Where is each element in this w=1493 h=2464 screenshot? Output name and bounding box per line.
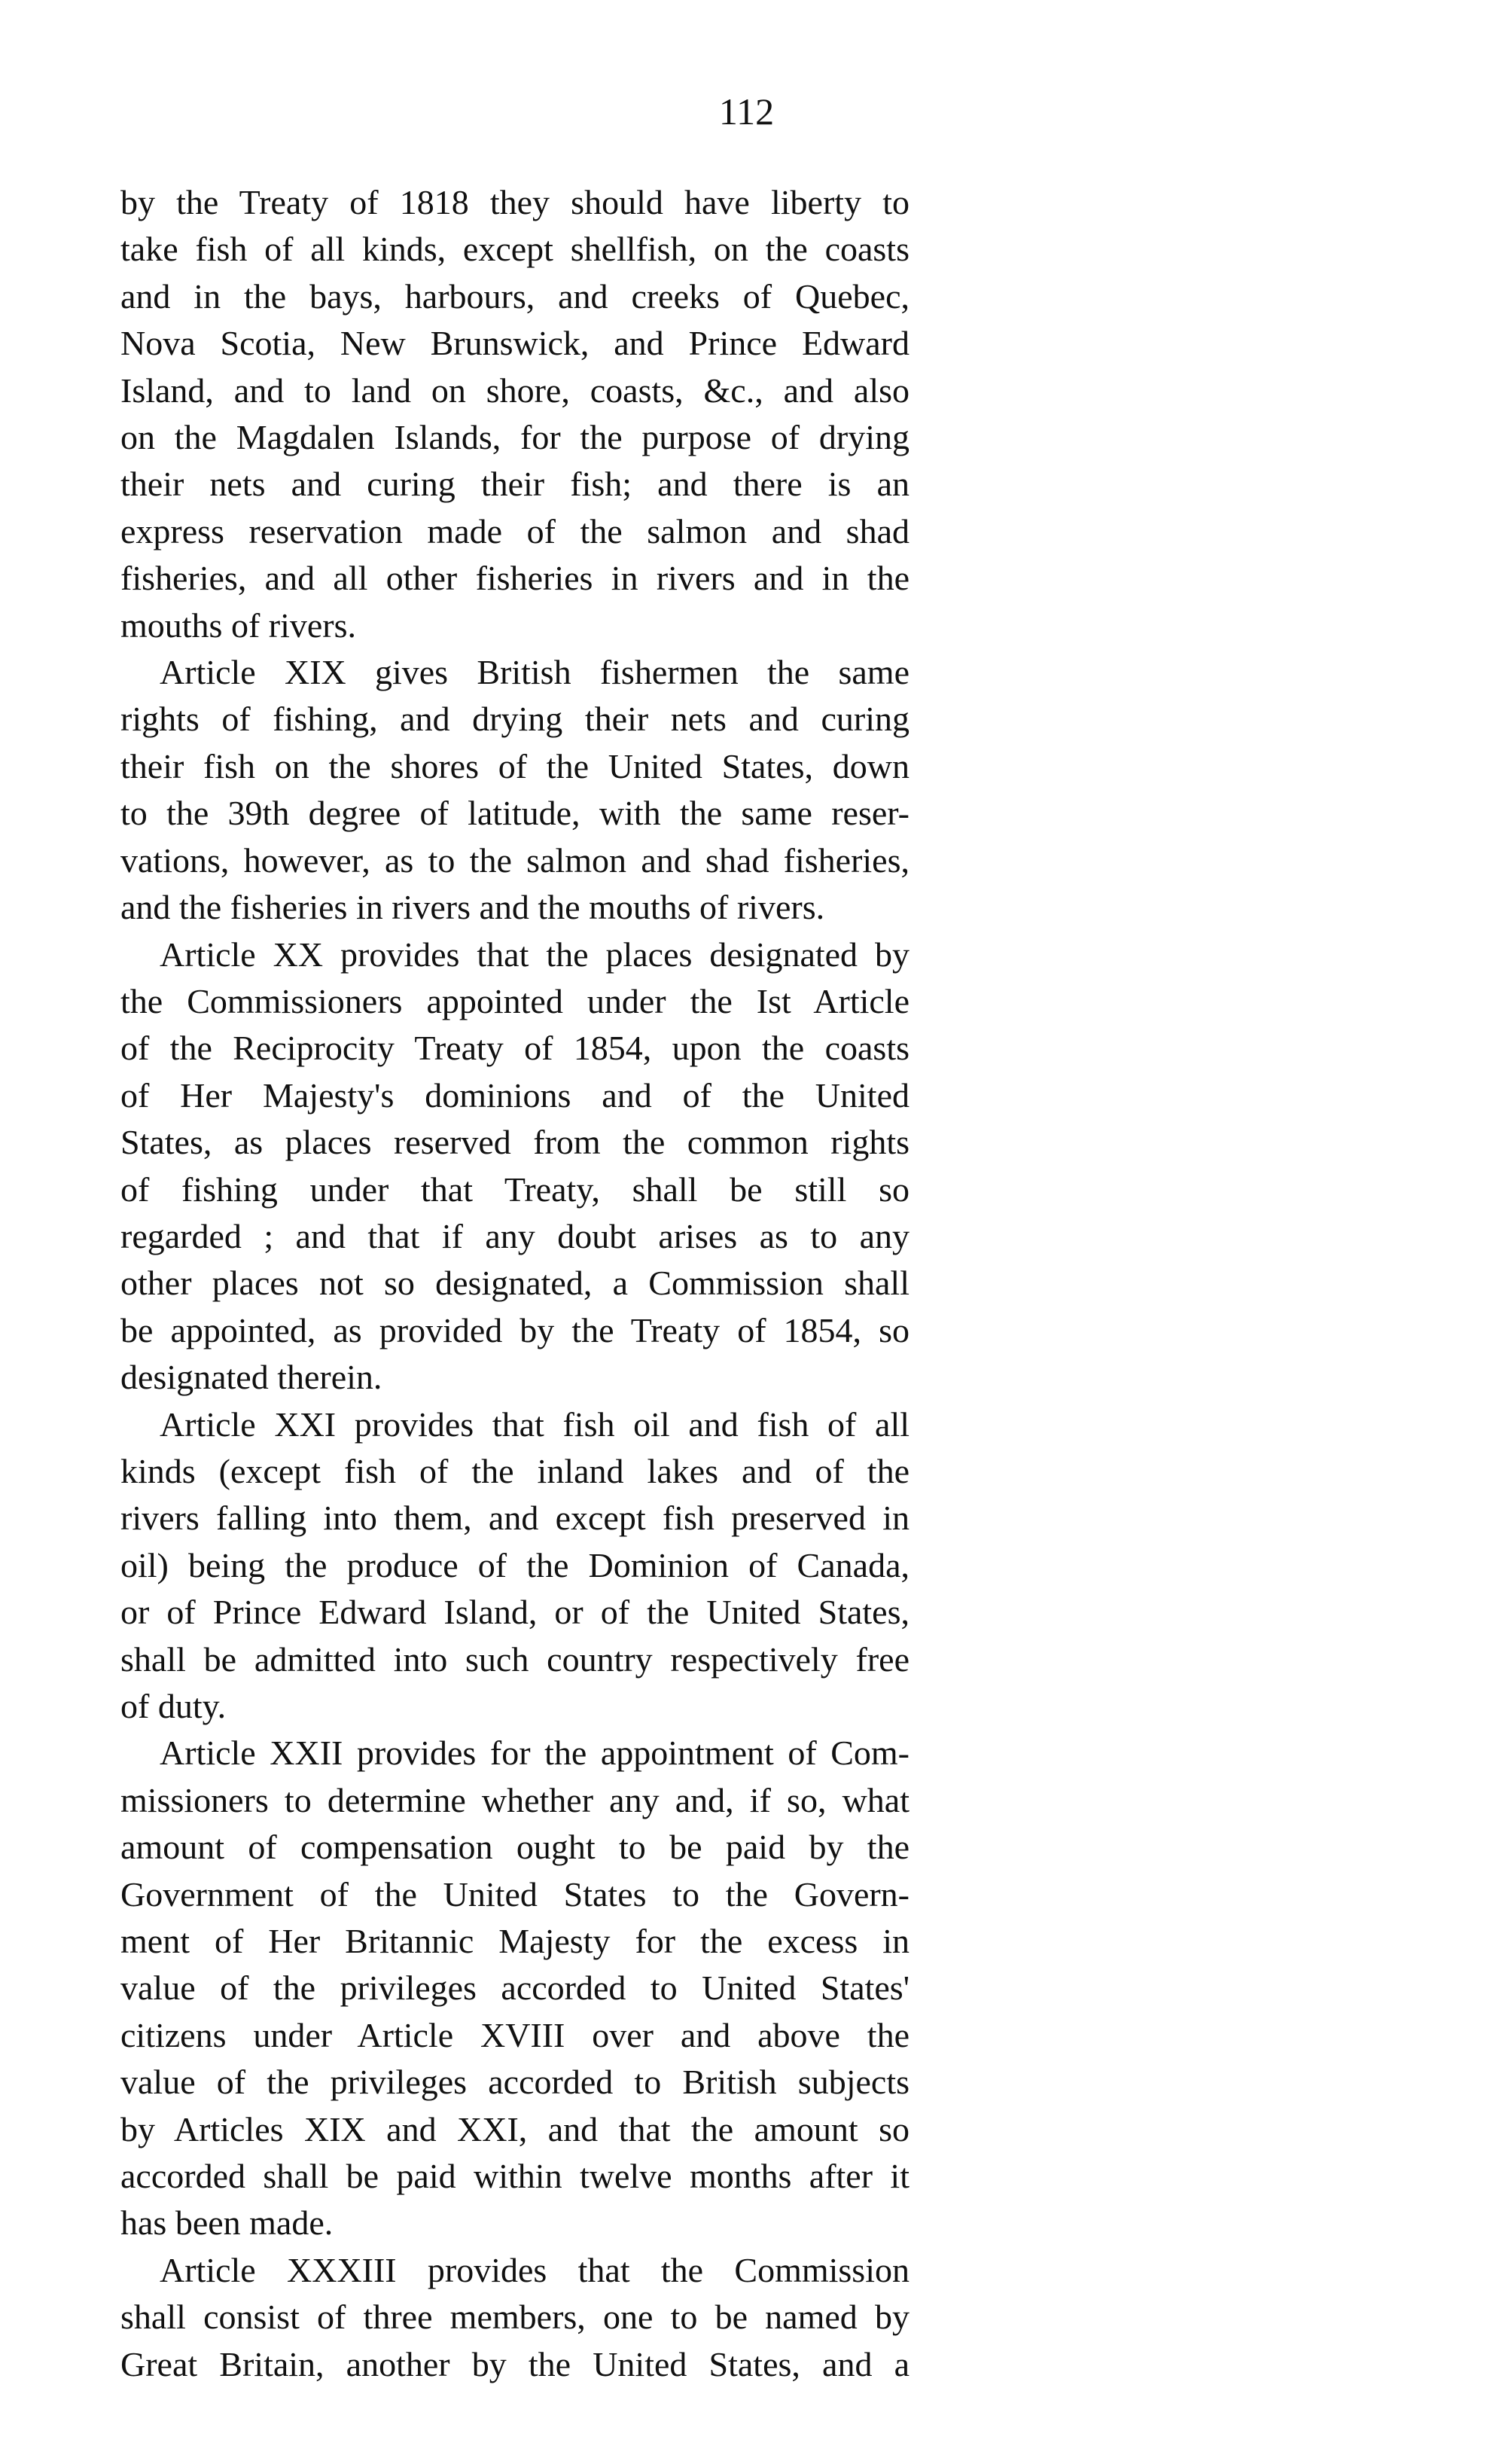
- text-line: of the Reciprocity Treaty of 1854, upon the coasts: [120, 1029, 910, 1068]
- text-line: value of the privileges accorded to British subjects: [120, 2063, 910, 2102]
- text-line: take fish of all kinds, except shellfish, on the coasts: [120, 230, 910, 269]
- text-line: their nets and curing their fish; and there is an: [120, 465, 910, 504]
- paragraph-article-xix: [120, 649, 910, 931]
- text-line: by Articles XIX and XXI, and that the amount so: [120, 2109, 910, 2148]
- text-line: shall be admitted into such country respectively free: [120, 1639, 910, 1679]
- paragraph-continued-treaty-1818: [120, 179, 910, 649]
- text-line: designated therein.: [120, 1358, 382, 1397]
- text-line: Article XIX gives British fishermen the same: [160, 653, 910, 692]
- text-line: Article XXI provides that fish oil and fish of all: [160, 1404, 910, 1444]
- text-line: has been made.: [120, 2203, 334, 2243]
- text-line: value of the privileges accorded to United States': [120, 1968, 910, 2008]
- text-line: on the Magdalen Islands, for the purpose of drying: [120, 418, 910, 457]
- text-line: Article XXXIII provides that the Commission: [160, 2250, 910, 2289]
- text-line: be appointed, as provided by the Treaty of 1854, so: [120, 1310, 910, 1349]
- text-line: States, as places reserved from the common rights: [120, 1123, 910, 1162]
- text-line: Article XX provides that the places designated by: [160, 935, 910, 974]
- text-line: the Commissioners appointed under the Ist Article: [120, 981, 910, 1020]
- text-line: express reservation made of the salmon and shad: [120, 511, 910, 550]
- text-line: amount of compensation ought to be paid by the: [120, 1828, 910, 1867]
- text-line: by the Treaty of 1818 they should have liberty to: [120, 183, 910, 221]
- text-line: accorded shall be paid within twelve months after it: [120, 2157, 910, 2196]
- text-line: shall consist of three members, one to be named by: [120, 2298, 910, 2337]
- text-line: Article XXII provides for the appointment of Com-: [160, 1734, 910, 1773]
- text-line: Great Britain, another by the United States, and a: [120, 2344, 910, 2383]
- text-line: Nova Scotia, New Brunswick, and Prince Edward: [120, 324, 910, 363]
- paragraph-article-xxii: [120, 1730, 910, 2246]
- text-line: of fishing under that Treaty, shall be still so: [120, 1169, 910, 1209]
- text-line: rivers falling into them, and except fish preserved in: [120, 1499, 910, 1538]
- text-line: other places not so designated, a Commission shall: [120, 1264, 910, 1303]
- text-line: to the 39th degree of latitude, with the same reser-: [120, 794, 910, 833]
- body-text: [120, 179, 910, 2388]
- paragraph-article-xxi: [120, 1401, 910, 1731]
- text-line: citizens under Article XVIII over and above the: [120, 2015, 910, 2054]
- text-line: Government of the United States to the Govern-: [120, 1874, 910, 1914]
- text-line: of duty.: [120, 1687, 227, 1725]
- text-line: rights of fishing, and drying their nets and curing: [120, 700, 910, 739]
- text-line: and the fisheries in rivers and the mouths of rivers.: [120, 888, 825, 927]
- text-line: fisheries, and all other fisheries in rivers and in the: [120, 559, 910, 598]
- text-line: kinds (except fish of the inland lakes and of the: [120, 1451, 910, 1490]
- text-line: ment of Her Britannic Majesty for the excess in: [120, 1922, 910, 1961]
- paragraph-article-xx: [120, 932, 910, 1401]
- text-line: oil) being the produce of the Dominion of Canada,: [120, 1545, 910, 1584]
- text-line: missioners to determine whether any and, if so, what: [120, 1780, 910, 1819]
- text-line: mouths of rivers.: [120, 605, 357, 645]
- page-number: 112: [718, 90, 775, 133]
- text-line: their fish on the shores of the United States, down: [120, 746, 910, 785]
- text-line: regarded ; and that if any doubt arises as to any: [120, 1216, 910, 1255]
- paragraph-article-xxxiii: [120, 2247, 910, 2388]
- text-line: of Her Majesty's dominions and of the United: [120, 1075, 910, 1115]
- text-line: and in the bays, harbours, and creeks of Quebec,: [120, 276, 910, 316]
- text-line: vations, however, as to the salmon and shad fisheries,: [120, 840, 910, 880]
- text-line: Island, and to land on shore, coasts, &c., and also: [120, 371, 910, 410]
- text-line: or of Prince Edward Island, or of the United States,: [120, 1593, 910, 1632]
